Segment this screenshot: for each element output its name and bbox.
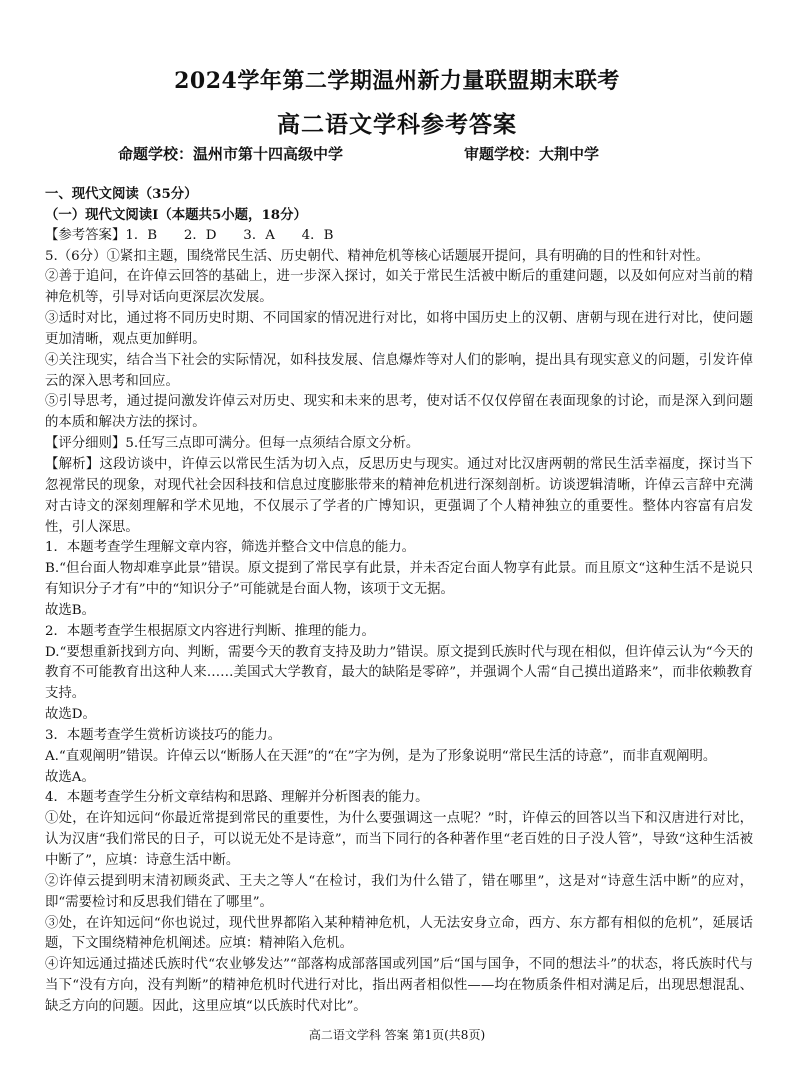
explanation-4-point-3: ③处，在许知远问“你也说过，现代世界都陷入某种精神危机，人无法安身立命，西方、东方都有相似的危机”，延展话题，下文围绕精神危机阐述。应填：精神陷入危机。	[45, 915, 753, 952]
explanation-1-body: B.“但台面人物却难享此景”错误。原文提到了常民享有此景，并未否定台面人物享有此景。而且原文“这种生活不是说只有知识分子才有”中的“知识分子”可能就是台面人物，该项于文无据。	[45, 561, 753, 598]
q5-point-1: 5.（6分）①紧扣主题，围绕常民生活、历史朝代、精神危机等核心话题展开提问，具有明确的目的性和针对性。	[45, 248, 710, 264]
explanation-2-body: D.“要想重新找到方向、判断，需要今天的教育支持及助力”错误。原文提到氏族时代与现在相似，但许倬云认为“今天的教育不可能教育出这种人来……美国式大学教育，最大的缺陷是零碎”，并强调个人需“自己摸出道路来”，而非依赖教育支持。	[45, 644, 753, 702]
page-footer: 高二语文学科 答案 第1页(共8页)	[308, 1028, 486, 1042]
reference-answers: 【参考答案】1．B 2．D 3．A 4．B	[45, 227, 334, 243]
q5-point-5: ⑤引导思考，通过提问激发许倬云对历史、现实和未来的思考，使对话不仅仅停留在表面现象的讨论，而是深入到问题的本质和解决方法的探讨。	[45, 394, 753, 431]
answer-content	[45, 184, 753, 1018]
reviewer-school: 审题学校：大荆中学	[464, 145, 600, 163]
document-subtitle: 高二语文学科参考答案	[277, 111, 517, 138]
q5-point-2: ②善于追问，在许倬云回答的基础上，进一步深入探讨，如关于常民生活被中断后的重建问题，以及如何应对当前的精神危机等，引导对话向更深层次发展。	[45, 269, 753, 306]
explanation-4-heading: 4．本题考查学生分析文章结构和思路、理解并分析图表的能力。	[45, 790, 429, 806]
explanation-1-answer: 故选B。	[45, 602, 96, 618]
explanation-2-heading: 2．本题考查学生根据原文内容进行判断、推理的能力。	[45, 623, 375, 639]
explanation-3-heading: 3．本题考查学生赏析访谈技巧的能力。	[45, 727, 282, 743]
section-heading: 一、现代文阅读（35分）	[45, 186, 198, 202]
q5-point-3: ③适时对比，通过将不同历史时期、不同国家的情况进行对比，如将中国历史上的汉朝、唐朝与现在进行对比，使问题更加清晰，观点更加鲜明。	[45, 311, 753, 347]
explanation-3-body: A.“直观阐明”错误。许倬云以“断肠人在天涯”的“在”字为例，是为了形象说明“常民生活的诗意”，而非直观阐明。	[45, 748, 717, 764]
document-title: 2024学年第二学期温州新力量联盟期末联考	[174, 68, 620, 94]
proposer-school: 命题学校：温州市第十四高级中学	[118, 145, 344, 163]
explanation-4-point-1: ①处，在许知远问“你最近常提到常民的重要性，为什么要强调这一点呢？”时，许倬云的回答以当下和汉唐进行对比，认为汉唐“我们常民的日子，可以说无处不是诗意”，而当下同行的各种著作里“老百姓的日子没人管”，导致“这种生活被中断了”，应填：诗意生活中断。	[45, 811, 753, 868]
explanation-1-heading: 1．本题考查学生理解文章内容，筛选并整合文中信息的能力。	[45, 540, 416, 556]
subsection-heading: （一）现代文阅读Ⅰ（本题共5小题，18分）	[45, 206, 307, 223]
explanation-4-point-2: ②许倬云提到明末清初顾炎武、王夫之等人“在检讨，我们为什么错了，错在哪里”，这是对“诗意生活中断”的应对，即“需要检讨和反思我们错在了哪里”。	[45, 873, 753, 910]
q5-point-4: ④关注现实，结合当下社会的实际情况，如科技发展、信息爆炸等对人们的影响，提出具有现实意义的问题，引发许倬云的深入思考和回应。	[45, 352, 753, 389]
explanation-4-point-4: ④许知远通过描述氏族时代“农业够发达”“部落构成部落国或列国”后“国与国争，不同的想法斗”的状态，将氏族时代与当下“没有方向，没有判断”的精神危机时代进行对比，指出两者相似性——均在物质条件相对满足后，出现思想混乱、缺乏方向的问题。因此，这里应填“以氏族时代对比”。	[45, 957, 753, 1014]
explanation-3-answer: 故选A。	[45, 769, 95, 785]
explanation-2-answer: 故选D。	[45, 707, 96, 723]
scoring-rules: 【评分细则】5.任写三点即可满分。但每一点须结合原文分析。	[45, 436, 420, 452]
analysis-paragraph: 【解析】这段访谈中，许倬云以常民生活为切入点，反思历史与现实。通过对比汉唐两朝的常民生活幸福度，探讨当下忽视常民的现象，对现代社会因科技和信息过度膨胀带来的精神危机进行深刻剖析。访谈逻辑清晰，许倬云言辞中充满对古诗文的深刻理解和学术见地，不仅展示了学者的广博知识，更强调了个人精神独立的重要性。整体内容富有启发性，引人深思。	[45, 456, 753, 535]
